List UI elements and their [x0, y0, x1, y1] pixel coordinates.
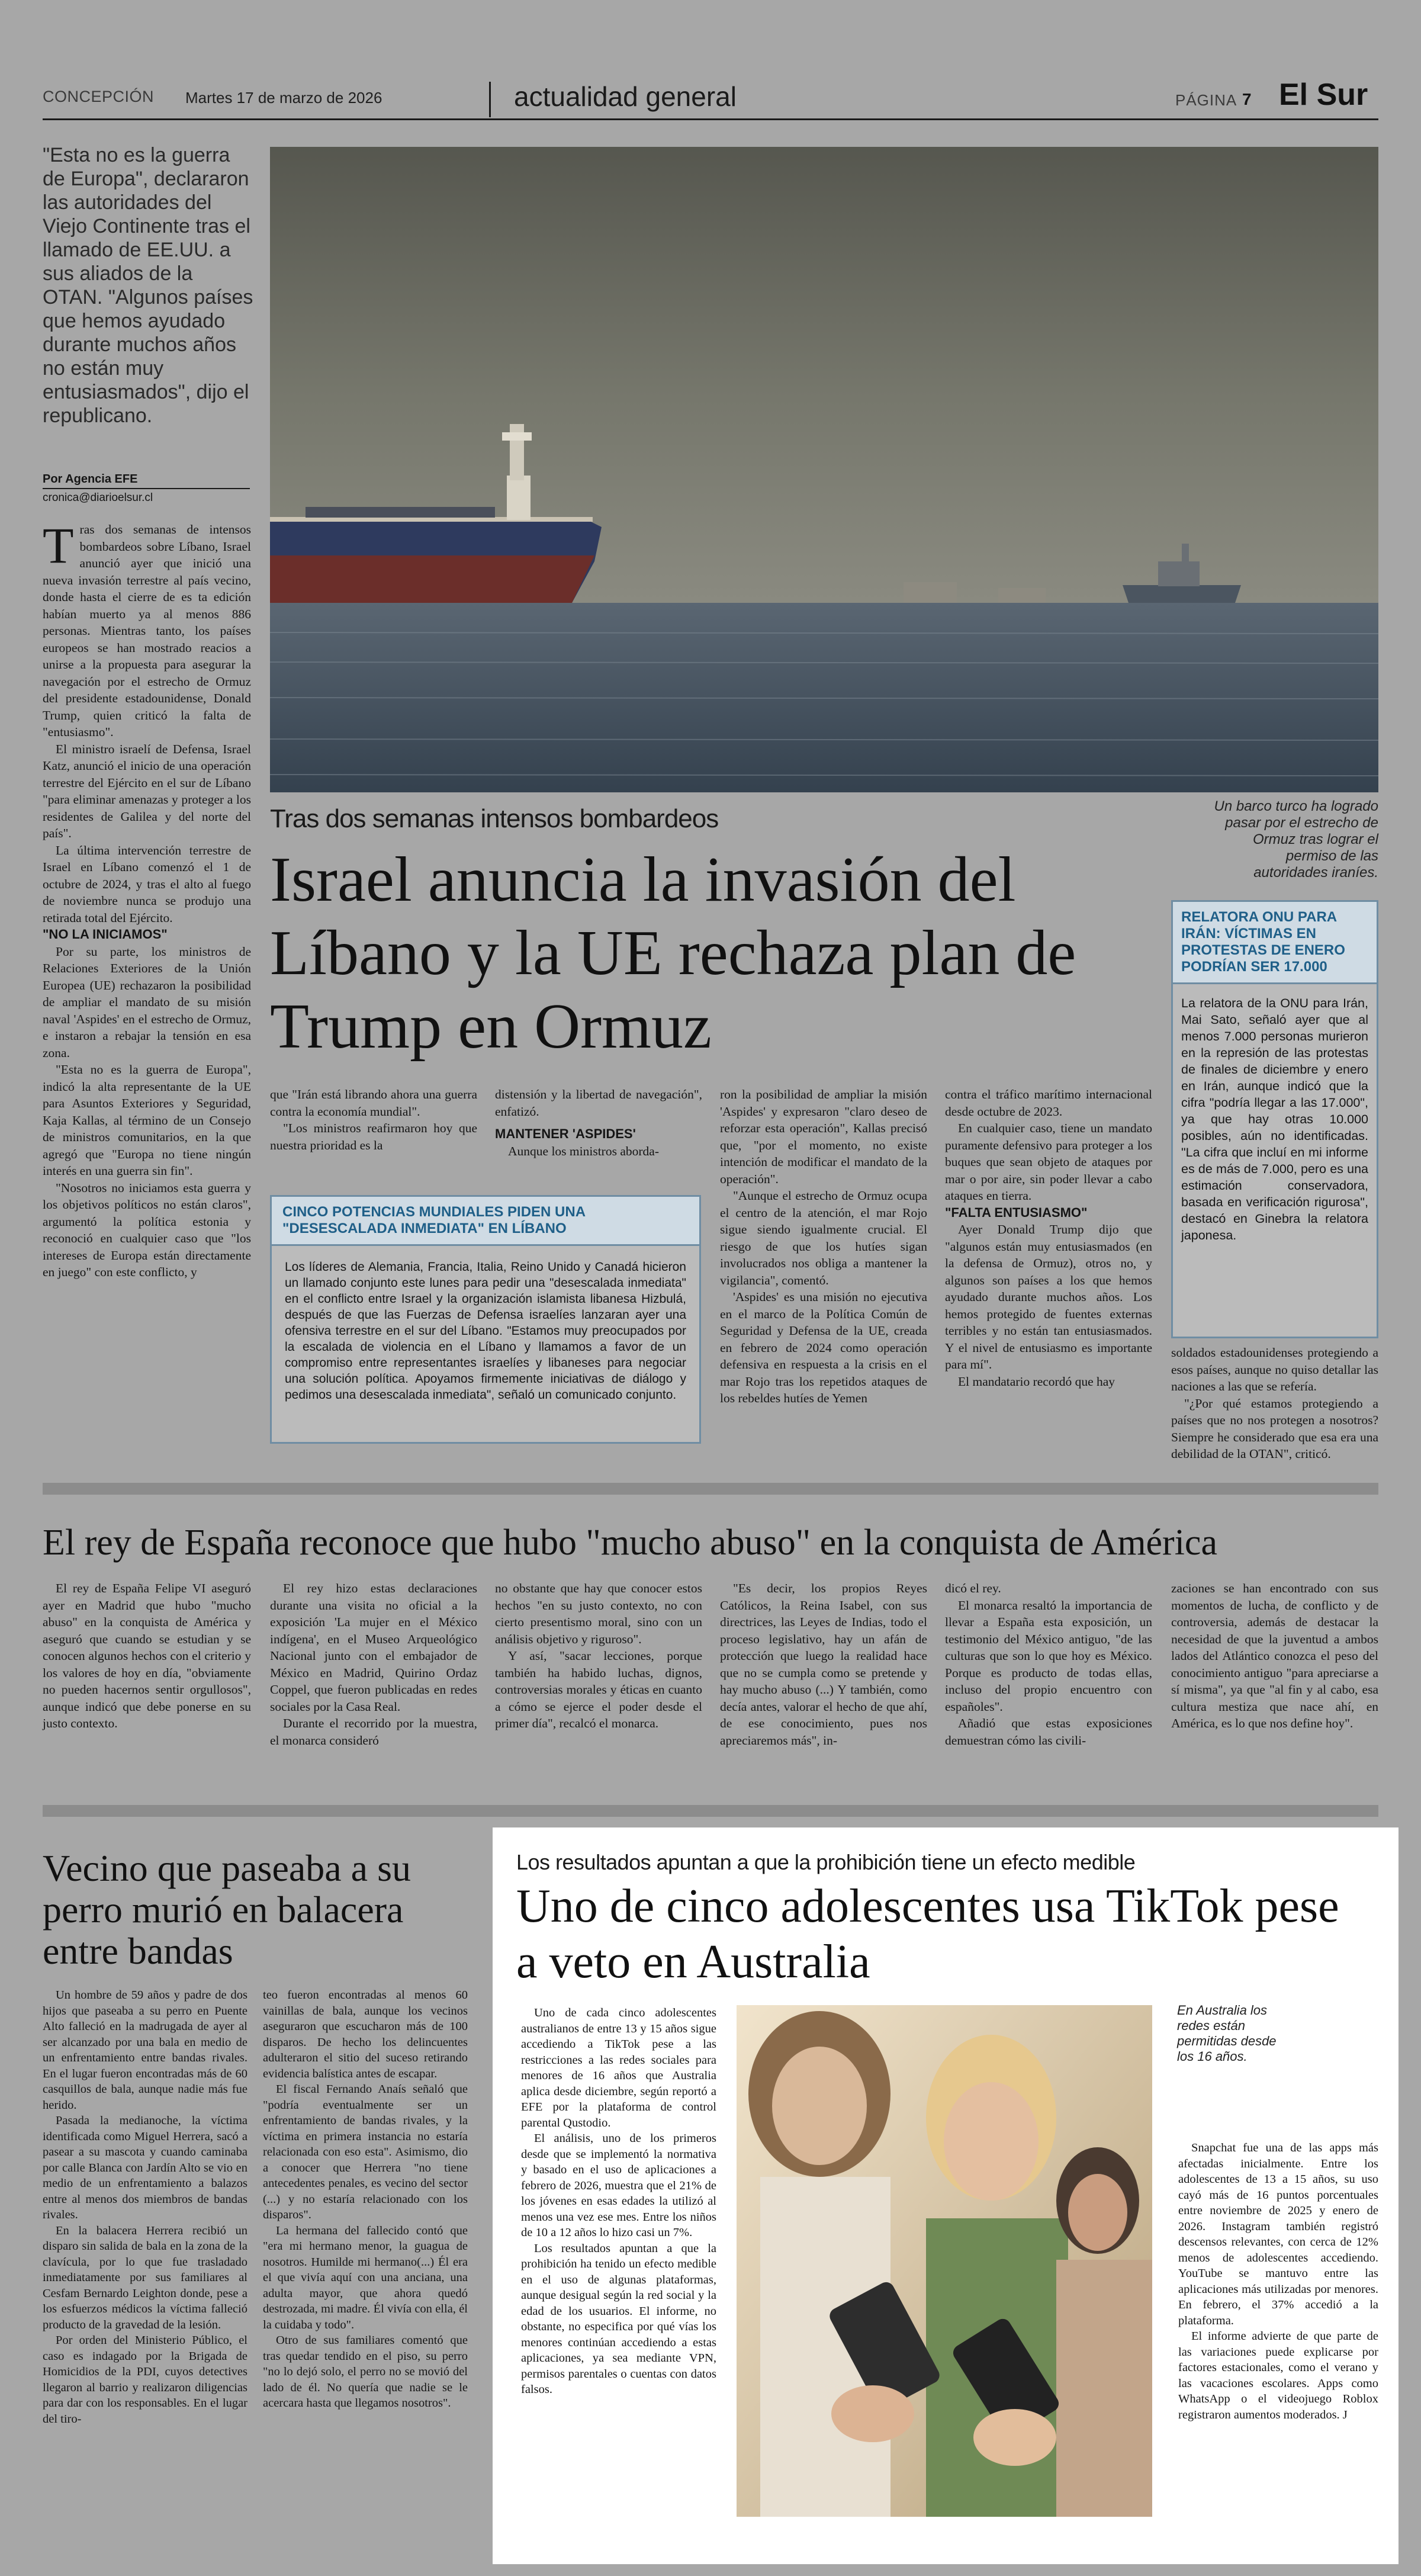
lead-paragraph: distensión y la libertad de navegación", enfatizó.	[495, 1087, 702, 1119]
photo-caption: Un barco turco ha logrado pasar por el estrecho de Ormuz tras lograr el permiso de las autoridades iraníes.	[1214, 798, 1378, 881]
tiktok-paragraph: Los resultados apuntan a que la prohibición ha tenido un efecto medible en el uso de algunas plataformas, aunque desigual según la red social y la edad de los usuarios. El informe, no obstante, no especifica por qué vías los menores continúan accediendo a estas aplicaciones, ya sea mediante VPN, permisos parentales o cuentas con datos falsos.	[521, 2241, 716, 2396]
subhead-falta-entusiasmo: "FALTA ENTUSIASMO"	[945, 1205, 1088, 1220]
king-paragraph: "Es decir, los propios Reyes Católicos, la Reina Isabel, con sus directrices, las Leyes de Indias, todo el proceso legislativo, hay un afán de protección que luego la realidad hace que no se cumpla como se pretende y hay mucho abuso (...) Y también, como decía antes, valorar el hecho de que ahí, de ese conocimiento, pues nos apreciaremos más", in-	[720, 1581, 927, 1748]
lead-paragraph: 'Aspides' es una misión no ejecutiva en el marco de la Política Común de Seguridad y Defensa de la UE, creada en febrero de 2024 como operación defensiva en respuesta a la crisis en el mar Rojo tras los repetidos ataques de los rebeldes hutíes de Yemen	[720, 1290, 927, 1405]
box-onu-title: RELATORA ONU PARA IRÁN: VÍCTIMAS EN PROTESTAS DE ENERO PODRÍAN SER 17.000	[1173, 902, 1377, 984]
vecino-paragraph: Otro de sus familiares comentó que tras quedar tendido en el piso, su perro "no lo dejó solo, el perro no se movió del lado de él. No quería que nadie se le acercara hasta que llegamos nosotros".	[263, 2334, 468, 2410]
lead-col-2	[270, 1086, 477, 1154]
lead-paragraph: soldados estadounidenses protegiendo a esos países, aunque no quiso detallar las naciones a las que se refería.	[1171, 1345, 1378, 1393]
lead-col-4	[720, 1086, 927, 1407]
vecino-paragraph: Pasada la medianoche, la víctima identificada como Miguel Herrera, sacó a pasear a su mascota y cuando caminaba por calle Blanca con Jardín Alto se vio en medio de un enfrentamiento a balazos entre al menos dos miembros de bandas rivales.	[43, 2114, 247, 2221]
subhead-no-la-iniciamos: "NO LA INICIAMOS"	[43, 927, 168, 942]
box-cinco-title: CINCO POTENCIAS MUNDIALES PIDEN UNA "DESESCALADA INMEDIATA" EN LÍBANO	[272, 1197, 699, 1246]
header-divider	[489, 82, 491, 117]
tiktok-headline: Uno de cinco adolescentes usa TikTok pese a veto en Australia	[516, 1880, 1339, 1988]
box-onu-body: La relatora de la ONU para Irán, Mai Sato, señaló ayer que al menos 7.000 personas murieron en la represión de las protestas de finales de diciembre y enero en Irán, aunque indicó que la cifra "podría llegar a las 17.000", ya que hay otras 10.000 posibles, aún no identificadas. "La cifra que incluí en mi informe es de más de 7.000, pero es una estimación conservadora, basada en verificación rigurosa", destacó en Ginebra la relatora japonesa.	[1181, 996, 1368, 1242]
lead-paragraph: Ayer Donald Trump dijo que "algunos están muy entusiasmados (en la defensa de Ormuz), otros no, y algunos son países a los que hemos ayudado durante muchos años. Los hemos protegido de fuentes externas terribles y no están tan entusiasmados. Y el nivel de entusiasmo es importante para mí".	[945, 1222, 1152, 1371]
tiktok-photo	[737, 2005, 1152, 2517]
paper-logo: El Sur	[1279, 78, 1368, 112]
vecino-paragraph: En la balacera Herrera recibió un disparo sin salida de bala en la zona de la clavícula, por lo que fue trasladado inmediatamente por sus familiares al Cesfam Bernardo Leighton donde, pese a los esfuerzos médicos la víctima falleció producto de la gravedad de la lesión.	[43, 2224, 247, 2331]
vecino-paragraph: El fiscal Fernando Anaís señaló que "podría eventualmente ser un enfrentamiento de bandas rivales, y la víctima en primera instancia no estaría relacionada con eso esta". Asimismo, dio a conocer que Herrera "no tiene antecedentes penales, es vecino del sector (...) y no estaría relacionado con los disparos".	[263, 2083, 468, 2221]
lead-paragraph: Por su parte, los ministros de Relaciones Exteriores de la Unión Europea (UE) rechazaron la posibilidad de ampliar el mandato de su misión naval 'Aspides' en el estrecho de Ormuz, e instaron a rebajar la tensión en esa zona.	[43, 944, 251, 1060]
king-col-2	[270, 1580, 477, 1749]
lead-paragraph: que "Irán está librando ahora una guerra contra la economía mundial".	[270, 1087, 477, 1119]
tiktok-kicker: Los resultados apuntan a que la prohibición tiene un efecto medible	[516, 1850, 1136, 1874]
lead-photo	[270, 147, 1378, 792]
lead-paragraph: ras dos semanas de intensos bombardeos sobre Líbano, Israel anunció ayer que inició una nueva invasión terrestre al país vecino, donde hasta el cierre de es ta edición habían muerto ya al menos 886 personas. Mientras tanto, los países europeos se han mostrado reacios a unirse a la propuesta para asegurar la navegación por el estrecho de Ormuz del presidente estadounidense, Donald Trump, quien criticó la falta de "entusiasmo".	[43, 522, 251, 739]
lead-paragraph: El mandatario recordó que hay	[958, 1374, 1115, 1389]
vecino-headline: Vecino que paseaba a su perro murió en balacera entre bandas	[43, 1847, 411, 1972]
tiktok-photo-caption: En Australia los redes están permitidas desde los 16 años.	[1177, 2003, 1277, 2064]
lead-kicker: Tras dos semanas intensos bombardeos	[270, 804, 719, 833]
king-paragraph: Añadió que estas exposiciones demuestran cómo las civili-	[945, 1716, 1152, 1748]
section-band	[43, 1483, 1378, 1495]
king-paragraph: Y así, "sacar lecciones, porque también ha habido luchas, dignos, controversias morales y éticas en cuanto a cómo se ejerce el poder desde el primer día", recalcó el monarca.	[495, 1649, 702, 1730]
vecino-paragraph: teo fueron encontradas al menos 60 vainillas de bala, aunque los vecinos aseguraron que escucharon más de 100 disparos. De hecho los delincuentes adulteraron el sitio del suceso retirando evidencia balística antes de escapar.	[263, 1989, 468, 2080]
king-headline: El rey de España reconoce que hubo "mucho abuso" en la conquista de América	[43, 1523, 1217, 1563]
tiktok-col-2	[1178, 2140, 1378, 2423]
lead-col-6	[1171, 1344, 1378, 1463]
header-date: Martes 17 de marzo de 2026	[185, 89, 382, 107]
king-paragraph: no obstante que hay que conocer estos hechos "en su justo contexto, no con cierto presentismo moral, sino con un análisis objetivo y riguroso".	[495, 1581, 702, 1646]
lead-paragraph: La última intervención terrestre de Israel en Líbano comenzó el 1 de octubre de 2024, y tras el alto al fuego de noviembre nunca se produjo una retirada total del Ejército.	[43, 843, 251, 925]
pull-quote: "Esta no es la guerra de Europa", declararon las autoridades del Viejo Continente tras el llamado de EE.UU. a sus aliados de la OTAN. "Algunos países que hemos ayudado durante muchos años no están muy entusiasmados", dijo el republicano.	[43, 144, 253, 427]
vecino-paragraph: Un hombre de 59 años y padre de dos hijos que paseaba a su perro en Puente Alto falleció en la madrugada de ayer al ser alcanzado por una bala en medio de un enfrentamiento entre bandas rivales. En el lugar fueron encontradas más de 60 casquillos de bala, aunque nadie más fue herido.	[43, 1989, 247, 2112]
byline: Por Agencia EFE	[43, 473, 138, 486]
lead-paragraph: El ministro israelí de Defensa, Israel Katz, anunció el inicio de una operación terrestre del Ejército en el sur de Líbano "para eliminar amenazas y proteger a los residentes de Galilea y del norte del país".	[43, 741, 251, 840]
lead-paragraph: En cualquier caso, tiene un mandato puramente defensivo para proteger a los buques que sean objeto de ataques por mar o por aire, sin poder llevar a cabo ataques en tierra.	[945, 1121, 1152, 1203]
lead-paragraph: "Los ministros reafirmaron hoy que nuestra prioridad es la	[270, 1121, 477, 1152]
tiktok-paragraph: Uno de cada cinco adolescentes australianos de entre 13 y 15 años sigue accediendo a TikTok pese a las restricciones a las redes sociales para menores de 16 años que Australia aplica desde diciembre, según reportó a EFE por la plataforma de control parental Qustodio.	[521, 2006, 716, 2129]
lead-paragraph: Aunque los ministros aborda-	[508, 1144, 659, 1158]
lead-paragraph: contra el tráfico marítimo internacional desde octubre de 2023.	[945, 1087, 1152, 1119]
lead-paragraph: "Aunque el estrecho de Ormuz ocupa el centro de la atención, el mar Rojo sigue siendo igualmente crucial. El riesgo de que los hutíes sigan involucrados nos obliga a mantener la vigilancia", comentó.	[720, 1189, 927, 1287]
tiktok-paragraph: Snapchat fue una de las apps más afectadas inicialmente. Entre los adolescentes de 13 a 15 años, su uso cayó más de 16 puntos porcentuales entre noviembre de 2025 y enero de 2026. Instagram también registró descensos relevantes, con cerca de 12% menos de adolescentes accediendo. YouTube se mantuvo entre las aplicaciones más utilizadas por menores. En febrero, el 37% accedió a la plataforma.	[1178, 2141, 1378, 2327]
box-onu	[1171, 900, 1378, 1338]
lead-paragraph: ron la posibilidad de ampliar la misión 'Aspides' y expresaron "claro deseo de reforzar esta operación", Kallas precisó que, "por el momento, no existe intención de modificar el mandato de la operación".	[720, 1087, 927, 1186]
tiktok-paragraph: El informe advierte de que parte de las variaciones puede explicarse por factores estacionales, como el verano y las vacaciones escolares. Apps como WhatsApp o el videojuego Roblox registraron aumentos moderados. J	[1178, 2330, 1378, 2421]
box-cinco-potencias	[270, 1195, 701, 1444]
vecino-paragraph: La hermana del fallecido contó que "era mi hermano menor, la guagua de nosotros. Humilde mi hermano(...) Él era el que vivía aquí con una anciana, una adulta mayor, que ahora quedó destrozada, mi madre. Él vivía con ella, él la cuidaba y todo".	[263, 2224, 468, 2331]
king-paragraph: Durante el recorrido por la muestra, el monarca consideró	[270, 1716, 477, 1748]
lead-paragraph: "Esta no es la guerra de Europa", indicó la alta representante de la UE para Asuntos Exteriores y Seguridad, Kaja Kallas, al término de un Consejo de ministros comunitarios, en la que agregó que "Europa no tiene ningún interés en una guerra sin fin".	[43, 1062, 251, 1178]
header-city: CONCEPCIÓN	[43, 88, 155, 105]
king-paragraph: El rey de España Felipe VI aseguró ayer en Madrid que hubo "mucho abuso" en la conquista de América y aseguró que cuando se estudian y se conocen algunos hechos con el criterio y los valores de hoy en día, "obviamente no pueden hacernos sentir orgullosos", aunque indicó que debe ponerse en su justo contexto.	[43, 1581, 251, 1730]
vecino-col-1	[43, 1987, 247, 2427]
tiktok-paragraph: El análisis, uno de los primeros desde que se implementó la normativa y basado en el uso de aplicaciones a febrero de 2026, muestra que el 21% de los jóvenes en esas edades la utilizó al menos una vez ese mes. Entre los niños de 10 a 12 años lo hizo casi un 7%.	[521, 2132, 716, 2239]
lead-col-1	[43, 517, 251, 1281]
lead-col-5	[945, 1086, 1152, 1390]
king-paragraph: El monarca resaltó la importancia de llevar a España esta exposición, un testimonio del México antiguo, "de las culturas que son lo que hoy es México. Porque es producto de todas ellas, incluso del propio encuentro con españoles".	[945, 1598, 1152, 1714]
box-cinco-body: Los líderes de Alemania, Francia, Italia, Reino Unido y Canadá hicieron un llamado conjunto este lunes para pedir una "desescalada inmediata" en el conflicto entre Israel y la organización islamista libanesa Hizbulá, después de que las Fuerzas de Defensa israelíes lanzaran ayer una ofensiva terrestre en el sur del Líbano. "Estamos muy preocupados por la escalada de violencia en el Líbano y llamamos a favor de un compromiso entre representantes israelíes y libaneses para negociar una solución política. Apoyamos firmemente iniciativas de diálogo y pedimos una desescalada inmediata", señaló un comunicado conjunto.	[285, 1260, 686, 1402]
byline-rule	[43, 488, 250, 489]
dropcap: T	[43, 517, 74, 574]
king-col-1	[43, 1580, 251, 1732]
byline-email: cronica@diarioelsur.cl	[43, 492, 153, 504]
king-col-6	[1171, 1580, 1378, 1732]
subhead-mantener-aspides: MANTENER 'ASPIDES'	[495, 1126, 636, 1141]
lead-paragraph: "¿Por qué estamos protegiendo a países que no nos protegen a nosotros? Siempre he considerado que esa era una debilidad de la OTAN", criticó.	[1171, 1396, 1378, 1461]
section-title: actualidad general	[514, 81, 737, 112]
section-band-2	[43, 1805, 1378, 1817]
king-paragraph: El rey hizo estas declaraciones durante una visita no oficial a la exposición 'La mujer en el México indígena', en el Museo Arqueológico Nacional junto con el embajador de México en Madrid, Quirino Ordaz Coppel, que fueron publicadas en redes sociales por la Casa Real.	[270, 1581, 477, 1714]
vecino-paragraph: Por orden del Ministerio Público, el caso es indagado por la Brigada de Homicidios de la PDI, cuyos detectives llegaron al barrio y realizaron diligencias para dar con los responsables. En el lugar del tiro-	[43, 2334, 247, 2426]
king-col-4	[720, 1580, 927, 1749]
king-col-5	[945, 1580, 1152, 1749]
king-paragraph: dicó el rey.	[945, 1581, 1001, 1595]
header-rule	[43, 118, 1378, 120]
king-paragraph: zaciones se han encontrado con sus momentos de lucha, de conflicto y de controversia, además de destacar la necesidad de que la juventud a ambos lados del Atlántico conozca el peso del conocimiento antiguo "para apreciarse a sí misma", ya que "al fin y al cabo, esa cultura mestiza que nace ahí, en América, es lo que nos define hoy".	[1171, 1581, 1378, 1730]
page-label: PÁGINA	[1175, 91, 1237, 109]
vecino-col-2	[263, 1987, 468, 2411]
lead-headline: Israel anuncia la invasión del Líbano y la UE rechaza plan de Trump en Ormuz	[270, 844, 1076, 1062]
page-number: 7	[1242, 90, 1252, 108]
lead-paragraph: "Nosotros no iniciamos esta guerra y los objetivos políticos no están claros", argumentó la política estonia y reconoció en cualquier caso que "los intereses de Europa están directamente en juego" con este conflicto, y	[43, 1180, 251, 1279]
lead-col-3	[495, 1086, 702, 1159]
king-col-3	[495, 1580, 702, 1732]
tiktok-col-1	[521, 2005, 716, 2398]
